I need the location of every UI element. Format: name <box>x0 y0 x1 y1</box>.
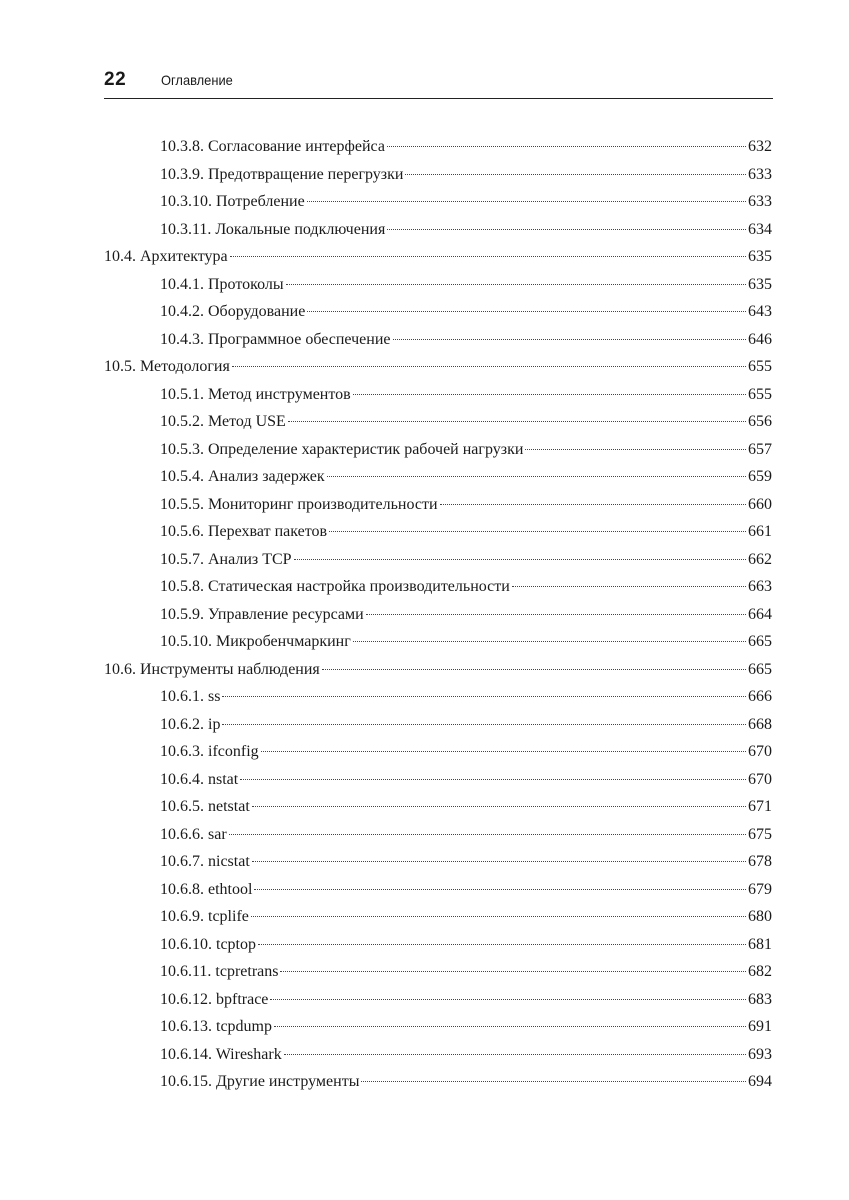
toc-leader-dots <box>284 1053 746 1055</box>
toc-entry-title: 10.4.1. Протоколы <box>160 275 284 293</box>
toc-subsection-entry <box>104 683 772 711</box>
toc-entry-page: 682 <box>748 963 772 980</box>
toc-subsection-entry <box>104 161 772 189</box>
toc-entry-title: 10.4.3. Программное обеспечение <box>160 330 391 348</box>
toc-subsection-entry <box>104 628 772 656</box>
toc-leader-dots <box>270 998 746 1000</box>
toc-subsection-entry <box>104 133 772 161</box>
toc-subsection-entry <box>104 1013 772 1041</box>
toc-entry-title: 10.5.4. Анализ задержек <box>160 468 325 485</box>
toc-leader-dots <box>288 420 746 422</box>
toc-subsection-entry <box>104 546 772 574</box>
toc-entry-page: 694 <box>748 1073 772 1090</box>
toc-entry-title: 10.5.3. Определение характеристик рабочей нагрузки <box>160 440 524 458</box>
toc-subsection-entry <box>104 573 772 601</box>
toc-entry-title: 10.5.5. Мониторинг производительности <box>160 495 438 513</box>
toc-entry-page: 693 <box>748 1045 772 1063</box>
toc-subsection-entry <box>104 326 772 354</box>
toc-entry-title: 10.6.1. ss <box>160 688 221 705</box>
toc-entry-page: 681 <box>748 935 772 953</box>
toc-entry-page: 635 <box>748 275 772 293</box>
toc-entry-page: 659 <box>748 468 772 485</box>
toc-leader-dots <box>240 778 746 780</box>
toc-leader-dots <box>230 255 746 257</box>
toc-leader-dots <box>222 723 746 725</box>
toc-entry-title: 10.5.6. Перехват пакетов <box>160 523 328 540</box>
toc-subsection-entry <box>104 766 772 794</box>
toc-entry-title: 10.4. Архитектура <box>104 248 228 265</box>
toc-subsection-entry <box>104 876 772 904</box>
running-title: Оглавление <box>161 72 233 88</box>
toc-section-entry <box>104 243 772 271</box>
toc-entry-page: 675 <box>748 825 772 843</box>
toc-subsection-entry <box>104 1068 772 1096</box>
toc-leader-dots <box>353 640 746 642</box>
toc-entry-page: 661 <box>748 523 772 540</box>
toc-entry-page: 663 <box>748 578 772 595</box>
toc-leader-dots <box>294 558 746 560</box>
toc-leader-dots <box>525 448 746 450</box>
toc-entry-page: 633 <box>748 193 772 210</box>
toc-entry-page: 668 <box>748 715 772 733</box>
toc-entry-title: 10.5.1. Метод инструментов <box>160 385 351 403</box>
page-number: 22 <box>104 69 127 90</box>
toc-entry-title: 10.6.13. tcpdump <box>160 1018 272 1035</box>
toc-entry-title: 10.5.9. Управление ресурсами <box>160 605 364 623</box>
toc-leader-dots <box>393 338 747 340</box>
toc-leader-dots <box>232 365 746 367</box>
toc-leader-dots <box>307 200 746 202</box>
toc-section-entry <box>104 353 772 381</box>
toc-entry-page: 670 <box>748 743 772 760</box>
toc-subsection-entry <box>104 601 772 629</box>
toc-leader-dots <box>405 173 746 175</box>
toc-entry-title: 10.6. Инструменты наблюдения <box>104 660 320 678</box>
toc-entry-title: 10.6.11. tcpretrans <box>160 963 279 980</box>
toc-entry-title: 10.3.8. Согласование интерфейса <box>160 138 385 155</box>
toc-entry-page: 657 <box>748 440 772 458</box>
toc-entry-title: 10.6.3. ifconfig <box>160 743 259 760</box>
toc-leader-dots <box>251 915 746 917</box>
toc-entry-page: 678 <box>748 853 772 870</box>
toc-entry-page: 665 <box>748 633 772 650</box>
toc-entry-page: 671 <box>748 798 772 815</box>
toc-entry-title: 10.6.8. ethtool <box>160 880 253 898</box>
toc-entry-page: 680 <box>748 908 772 925</box>
toc-leader-dots <box>258 943 746 945</box>
toc-leader-dots <box>322 668 746 670</box>
toc-leader-dots <box>329 530 746 532</box>
table-of-contents <box>104 133 772 1096</box>
toc-subsection-entry <box>104 1041 772 1069</box>
toc-entry-page: 666 <box>748 688 772 705</box>
toc-entry-page: 655 <box>748 358 772 375</box>
toc-leader-dots <box>252 860 746 862</box>
toc-entry-title: 10.6.5. netstat <box>160 798 250 815</box>
toc-leader-dots <box>254 888 746 890</box>
toc-entry-page: 670 <box>748 770 772 788</box>
toc-entry-page: 635 <box>748 248 772 265</box>
toc-subsection-entry <box>104 958 772 986</box>
toc-entry-title: 10.6.9. tcplife <box>160 908 249 925</box>
toc-entry-page: 662 <box>748 550 772 568</box>
toc-subsection-entry <box>104 408 772 436</box>
toc-leader-dots <box>307 310 746 312</box>
toc-section-entry <box>104 656 772 684</box>
toc-subsection-entry <box>104 711 772 739</box>
toc-entry-page: 683 <box>748 990 772 1008</box>
toc-subsection-entry <box>104 381 772 409</box>
toc-subsection-entry <box>104 298 772 326</box>
toc-leader-dots <box>280 970 746 972</box>
toc-entry-title: 10.3.9. Предотвращение перегрузки <box>160 165 404 183</box>
toc-entry-title: 10.6.10. tcptop <box>160 935 256 953</box>
toc-subsection-entry <box>104 793 772 821</box>
toc-leader-dots <box>222 695 746 697</box>
toc-leader-dots <box>252 805 746 807</box>
toc-entry-title: 10.6.2. ip <box>160 715 221 733</box>
toc-leader-dots <box>512 585 746 587</box>
toc-subsection-entry <box>104 931 772 959</box>
toc-entry-page: 655 <box>748 385 772 403</box>
toc-entry-title: 10.5.2. Метод USE <box>160 413 286 430</box>
toc-entry-page: 665 <box>748 660 772 678</box>
toc-subsection-entry <box>104 518 772 546</box>
toc-subsection-entry <box>104 491 772 519</box>
toc-entry-title: 10.6.4. nstat <box>160 770 239 788</box>
toc-entry-page: 632 <box>748 138 772 155</box>
toc-subsection-entry <box>104 463 772 491</box>
toc-subsection-entry <box>104 738 772 766</box>
toc-subsection-entry <box>104 188 772 216</box>
toc-leader-dots <box>440 503 746 505</box>
toc-entry-title: 10.4.2. Оборудование <box>160 303 306 320</box>
toc-subsection-entry <box>104 271 772 299</box>
toc-leader-dots <box>361 1080 746 1082</box>
toc-subsection-entry <box>104 848 772 876</box>
toc-entry-title: 10.5.10. Микробенчмаркинг <box>160 633 351 650</box>
toc-entry-page: 633 <box>748 165 772 183</box>
toc-leader-dots <box>366 613 746 615</box>
toc-entry-title: 10.6.12. bpftrace <box>160 990 269 1008</box>
toc-entry-page: 679 <box>748 880 772 898</box>
toc-entry-title: 10.6.14. Wireshark <box>160 1045 282 1063</box>
toc-subsection-entry <box>104 821 772 849</box>
toc-entry-page: 660 <box>748 495 772 513</box>
toc-leader-dots <box>229 833 746 835</box>
toc-leader-dots <box>286 283 746 285</box>
toc-entry-title: 10.5.8. Статическая настройка производительности <box>160 578 510 595</box>
toc-leader-dots <box>274 1025 746 1027</box>
toc-entry-title: 10.3.10. Потребление <box>160 193 305 210</box>
toc-leader-dots <box>387 228 746 230</box>
toc-entry-title: 10.6.15. Другие инструменты <box>160 1073 360 1090</box>
toc-entry-title: 10.6.6. sar <box>160 825 227 843</box>
toc-entry-page: 656 <box>748 413 772 430</box>
toc-entry-title: 10.3.11. Локальные подключения <box>160 220 386 238</box>
toc-entry-title: 10.5. Методология <box>104 358 230 375</box>
toc-entry-title: 10.5.7. Анализ TCP <box>160 550 292 568</box>
toc-entry-page: 691 <box>748 1018 772 1035</box>
toc-leader-dots <box>353 393 746 395</box>
toc-entry-title: 10.6.7. nicstat <box>160 853 250 870</box>
page-header <box>104 68 773 99</box>
toc-subsection-entry <box>104 436 772 464</box>
toc-entry-page: 664 <box>748 605 772 623</box>
toc-entry-page: 643 <box>748 303 772 320</box>
toc-subsection-entry <box>104 903 772 931</box>
toc-subsection-entry <box>104 216 772 244</box>
toc-leader-dots <box>261 750 746 752</box>
toc-leader-dots <box>327 475 746 477</box>
toc-leader-dots <box>387 145 746 147</box>
toc-subsection-entry <box>104 986 772 1014</box>
toc-entry-page: 634 <box>748 220 772 238</box>
toc-entry-page: 646 <box>748 330 772 348</box>
